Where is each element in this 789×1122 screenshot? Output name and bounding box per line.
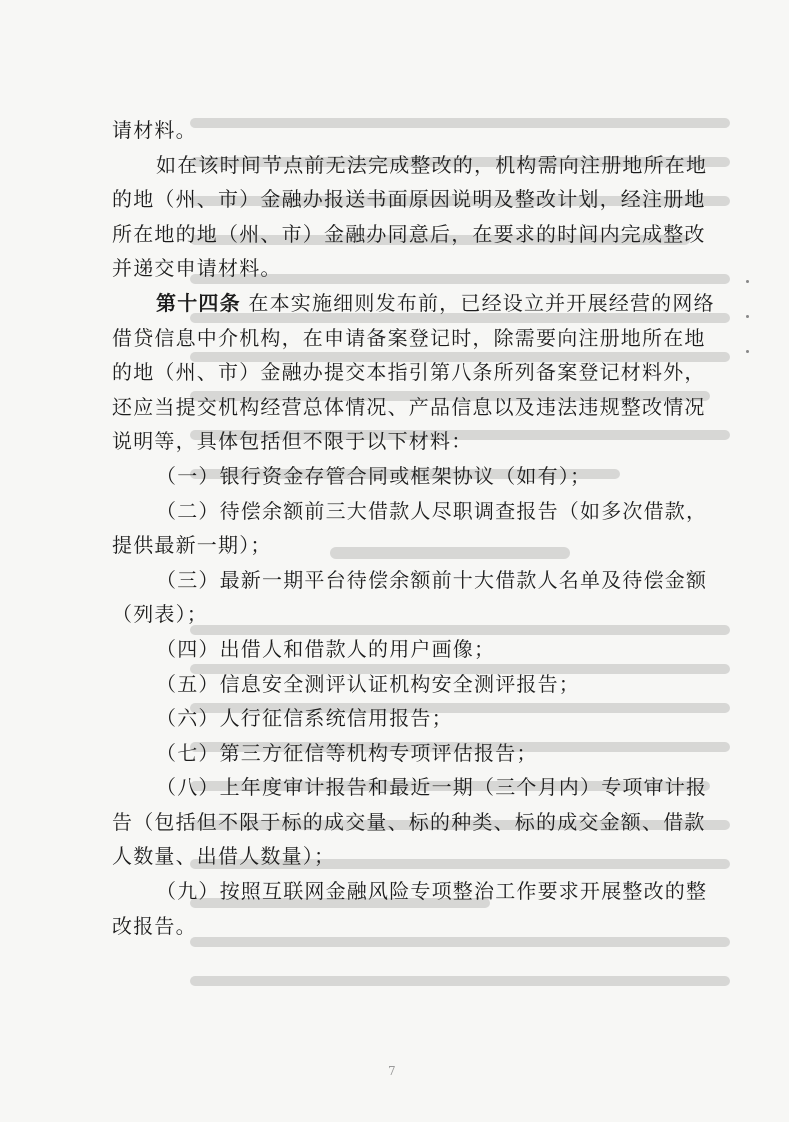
- scan-edge-mark: [746, 280, 749, 283]
- text-line: 人数量、出借人数量）；: [112, 844, 336, 869]
- text-line: 改报告。: [112, 913, 197, 938]
- article-14-line: [112, 286, 715, 321]
- scan-edge-mark: [746, 315, 749, 318]
- text-line: 所在地的地（州、市）金融办同意后，在要求的时间内完成整改: [112, 221, 706, 246]
- text-line: 告（包括但不限于标的成交量、标的种类、标的成交金额、借款: [112, 809, 706, 834]
- list-item: （九）按照互联网金融风险专项整治工作要求开展整改的整: [156, 879, 708, 904]
- list-item: （七）第三方征信等机构专项评估报告；: [156, 740, 538, 765]
- text-line: 如在该时间节点前无法完成整改的，机构需向注册地所在地: [156, 152, 708, 177]
- text-line: 请材料。: [112, 118, 197, 142]
- text-line: 还应当提交机构经营总体情况、产品信息以及违法违规整改情况: [112, 394, 706, 419]
- list-item: （四）出借人和借款人的用户画像；: [156, 636, 496, 661]
- page-number: 7: [388, 1064, 396, 1078]
- text-line: 借贷信息中介机构，在申请备案登记时，除需要向注册地所在地: [112, 325, 706, 350]
- text-line: 的地（州、市）金融办提交本指引第八条所列备案登记材料外，: [112, 360, 706, 385]
- list-item: （二）待偿余额前三大借款人尽职调查报告（如多次借款，: [156, 498, 708, 523]
- scan-edge-mark: [746, 350, 749, 353]
- document-body: [112, 113, 715, 943]
- text-line: 在本实施细则发布前，已经设立并开展经营的网络: [248, 290, 715, 315]
- text-line: 并递交申请材料。: [112, 256, 282, 281]
- article-heading: 第十四条: [156, 290, 241, 315]
- list-item: （五）信息安全测评认证机构安全测评报告；: [156, 671, 580, 696]
- text-line: 的地（州、市）金融办报送书面原因说明及整改计划，经注册地: [112, 187, 706, 212]
- list-item: （三）最新一期平台待偿余额前十大借款人名单及待偿金额: [156, 567, 708, 592]
- list-item: （八）上年度审计报告和最近一期（三个月内）专项审计报: [156, 775, 708, 800]
- text-line: 说明等，具体包括但不限于以下材料：: [112, 429, 473, 454]
- text-line: 提供最新一期）；: [112, 533, 272, 558]
- list-item: （一）银行资金存管合同或框架协议（如有）；: [156, 463, 592, 488]
- text-line: （列表）；: [112, 602, 208, 627]
- list-item: （六）人行征信系统信用报告；: [156, 706, 453, 731]
